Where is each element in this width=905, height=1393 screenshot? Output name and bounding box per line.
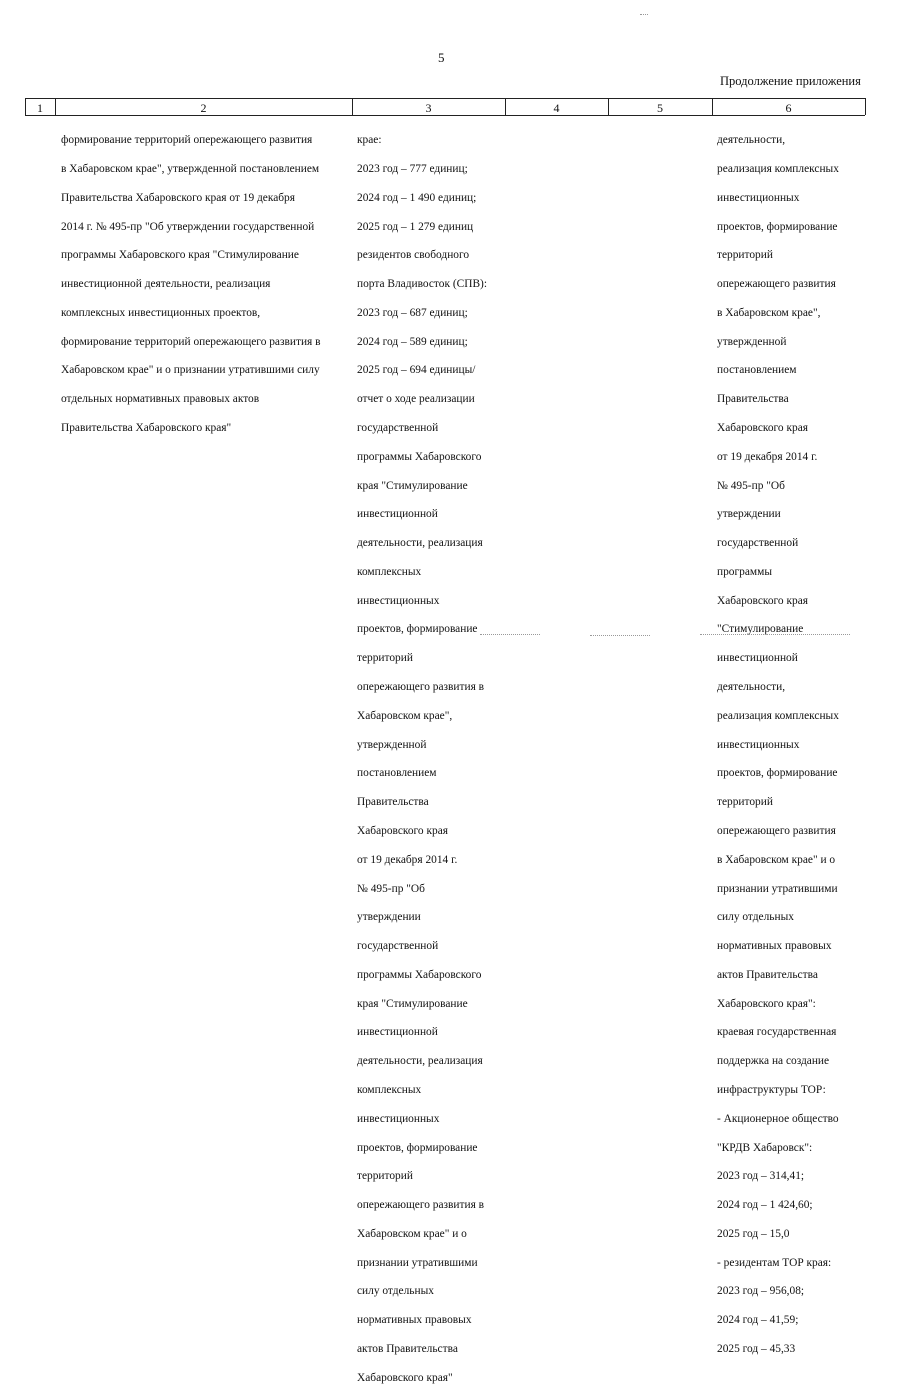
text-line: Хабаровского края: [717, 422, 808, 434]
text-line: проектов, формирование: [357, 623, 478, 636]
text-line: утверждении: [357, 911, 421, 924]
text-line: силу отдельных: [357, 1285, 434, 1298]
text-line: отчет о ходе реализации: [357, 393, 475, 406]
text-line: Хабаровского края: [357, 824, 448, 837]
text-line: признании утратившими: [717, 882, 838, 895]
text-line: опережающего развития: [717, 824, 836, 837]
text-line: инвестиционных: [357, 1112, 440, 1125]
text-line: постановлением: [717, 364, 797, 377]
text-line: территорий: [357, 652, 413, 665]
text-line: инвестиционной: [717, 652, 798, 665]
text-line: программы Хабаровского края "Стимулирование: [61, 249, 299, 262]
text-line: проектов, формирование: [357, 1141, 478, 1154]
text-line: деятельности,: [717, 134, 786, 147]
text-line: - резидентам ТОР края:: [717, 1256, 832, 1269]
text-line: № 495-пр "Об: [717, 479, 785, 492]
text-line: в Хабаровском крае", утвержденной постановлением: [61, 162, 320, 175]
text-line: нормативных правовых: [717, 940, 832, 953]
text-line: 2024 год – 589 единиц;: [357, 335, 468, 348]
text-line: государственной: [357, 940, 439, 953]
text-line: утвержденной: [717, 335, 787, 348]
text-line: актов Правительства: [357, 1343, 458, 1355]
text-line: поддержка на создание: [717, 1055, 830, 1068]
text-line: инвестиционных: [717, 738, 800, 751]
text-line: 2025 год – 15,0: [717, 1227, 790, 1240]
text-line: территорий: [357, 1170, 413, 1183]
text-line: формирование территорий опережающего развития в: [61, 335, 321, 348]
text-line: Хабаровском крае" и о: [357, 1227, 467, 1240]
text-line: края "Стимулирование: [357, 997, 468, 1010]
text-line: опережающего развития в: [357, 681, 485, 694]
text-line: территорий: [717, 796, 773, 809]
text-line: комплексных: [357, 1083, 422, 1096]
column-number-5: 5: [657, 101, 663, 115]
text-line: государственной: [357, 422, 439, 434]
text-line: проектов, формирование: [717, 767, 838, 780]
text-line: Хабаровском крае",: [357, 709, 453, 722]
text-line: порта Владивосток (СПВ):: [357, 278, 487, 291]
text-line: 2024 год – 1 424,60;: [717, 1199, 813, 1212]
text-line: опережающего развития: [717, 278, 836, 291]
text-line: инвестиционных: [717, 191, 800, 204]
text-line: территорий: [717, 249, 773, 262]
text-line: Правительства: [357, 796, 429, 809]
text-line: Правительства: [717, 393, 789, 406]
text-line: краевая государственная: [717, 1026, 837, 1039]
text-line: проектов, формирование: [717, 220, 838, 233]
text-line: утвержденной: [357, 738, 427, 751]
text-line: силу отдельных: [717, 911, 794, 924]
text-line: 2024 год – 1 490 единиц;: [357, 191, 477, 204]
scan-edge-mark: [480, 634, 540, 635]
text-line: комплексных инвестиционных проектов,: [61, 306, 261, 319]
text-line: инвестиционных: [357, 594, 440, 607]
text-line: программы: [717, 565, 772, 578]
text-line: опережающего развития в: [357, 1199, 485, 1212]
column-2-text: [61, 117, 321, 443]
text-line: Правительства Хабаровского края от 19 декабря: [61, 191, 295, 204]
text-line: края "Стимулирование: [357, 479, 468, 492]
column-divider: [865, 98, 866, 115]
column-number-1: 1: [37, 101, 43, 115]
text-line: крае:: [357, 134, 382, 147]
text-line: - Акционерное общество: [717, 1112, 839, 1125]
continuation-label: Продолжение приложения: [720, 74, 861, 88]
header-top-border: [25, 98, 865, 99]
text-line: постановлением: [357, 767, 437, 780]
text-line: в Хабаровском крае" и о: [717, 853, 836, 866]
text-line: комплексных: [357, 565, 422, 578]
text-line: актов Правительства: [717, 968, 818, 981]
column-number-2: 2: [200, 101, 207, 115]
scan-edge-mark: [640, 14, 648, 15]
text-line: инфраструктуры ТОР:: [717, 1083, 826, 1096]
text-line: № 495-пр "Об: [357, 882, 425, 895]
text-line: Хабаровского края: [717, 594, 808, 607]
text-line: реализация комплексных: [717, 162, 839, 175]
text-line: Хабаровского края":: [717, 997, 816, 1010]
column-number-3: 3: [425, 101, 432, 115]
text-line: 2014 г. № 495-пр "Об утверждении государственной: [61, 220, 315, 233]
text-line: в Хабаровском крае",: [717, 306, 821, 319]
text-line: Правительства Хабаровского края": [61, 422, 232, 434]
column-number-4: 4: [553, 101, 560, 115]
text-line: 2023 год – 777 единиц;: [357, 162, 468, 175]
text-line: инвестиционной деятельности, реализация: [61, 278, 271, 291]
text-line: формирование территорий опережающего развития: [61, 134, 313, 147]
column-number-6: 6: [785, 101, 792, 115]
text-line: признании утратившими: [357, 1256, 478, 1269]
text-line: "Стимулирование: [717, 623, 804, 636]
text-line: "КРДВ Хабаровск":: [717, 1141, 813, 1154]
text-line: реализация комплексных: [717, 709, 839, 722]
column-3-text: [357, 117, 487, 1393]
text-line: от 19 декабря 2014 г.: [717, 450, 818, 463]
text-line: 2024 год – 41,59;: [717, 1314, 799, 1327]
text-line: программы Хабаровского: [357, 968, 482, 981]
text-line: 2023 год – 956,08;: [717, 1285, 805, 1298]
text-line: деятельности, реализация: [357, 1055, 483, 1068]
text-line: инвестиционной: [357, 1026, 438, 1039]
scan-edge-mark: [700, 634, 850, 635]
text-line: утверждении: [717, 508, 781, 521]
text-line: резидентов свободного: [357, 249, 470, 262]
text-line: 2025 год – 694 единицы/: [357, 364, 476, 377]
column-6-text: [717, 117, 839, 1364]
text-line: 2023 год – 314,41;: [717, 1170, 805, 1183]
text-line: инвестиционной: [357, 508, 438, 521]
text-line: отдельных нормативных правовых актов: [61, 393, 260, 406]
text-line: от 19 декабря 2014 г.: [357, 853, 458, 866]
text-line: деятельности,: [717, 681, 786, 694]
text-line: 2025 год – 1 279 единиц: [357, 220, 474, 233]
text-line: государственной: [717, 537, 799, 550]
text-line: 2023 год – 687 единиц;: [357, 306, 468, 319]
text-line: Хабаровском крае" и о признании утратившими силу: [61, 364, 320, 377]
text-line: 2025 год – 45,33: [717, 1343, 796, 1355]
page-number: 5: [438, 50, 445, 65]
text-line: Хабаровского края": [357, 1371, 453, 1384]
text-line: нормативных правовых: [357, 1314, 472, 1327]
text-line: деятельности, реализация: [357, 537, 483, 550]
text-line: программы Хабаровского: [357, 450, 482, 463]
scan-edge-mark: [590, 635, 650, 636]
